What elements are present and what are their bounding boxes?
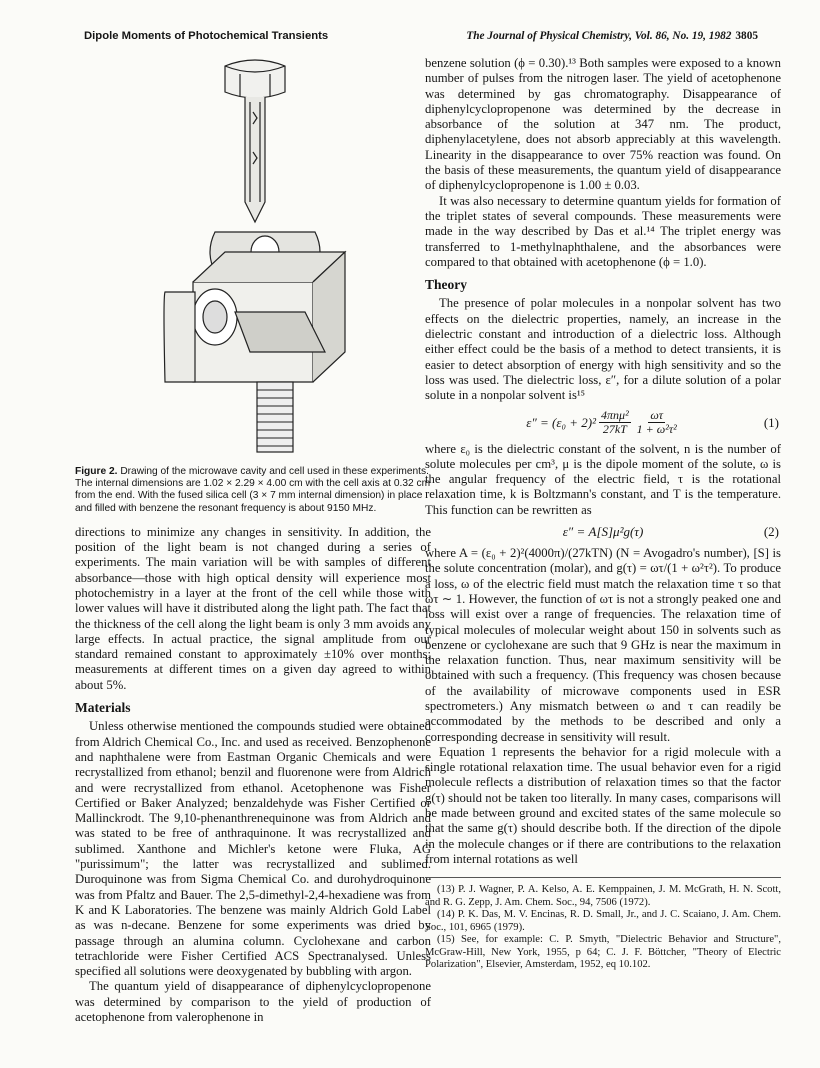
paragraph: benzene solution (ϕ = 0.30).¹³ Both samples were exposed to a known number of pulses from the nitrogen laser. The yield of acetophenone was determined by gas chromatography. Disappearance of diphenylcyclopropenone was determined by the decrease in absorbance of the solution at 347 nm. The product, diphenylacetylene, does not absorb appreciably at this wavelength. Linearity in the disappearance to over 75% reaction was found. On the basis of these measurements, the quantum yield of disappearance of diphenylcyclopropenone is 1.00 ± 0.03. — [425, 56, 781, 193]
equation-2: ε″ = A[S]μ²g(τ) (2) — [562, 524, 779, 540]
equation-1: ε″ = (ε₀ + 2)² $\frac{\text{4πnμ²}}{27kT}$ $\frac{\omega\tau}{\text{1 + ω²τ²}}$ (1) — [526, 408, 779, 437]
microwave-cavity-drawing — [75, 52, 431, 460]
equation-number: (1) — [763, 414, 779, 430]
reference: (13) P. J. Wagner, P. A. Kelso, A. E. Kemppainen, J. M. McGrath, H. N. Scott, and R. G. Zepp, J. Am. Chem. Soc., 94, 7506 (1972). — [425, 884, 781, 908]
running-head: Dipole Moments of Photochemical Transients — [84, 30, 329, 42]
figure-drawing — [75, 52, 431, 460]
section-heading-theory: Theory — [425, 277, 467, 293]
references — [425, 877, 781, 972]
right-column — [425, 56, 781, 972]
reference: (14) P. K. Das, M. V. Encinas, R. D. Small, Jr., and J. C. Scaiano, J. Am. Chem. Soc., 101, 6965 (1979). — [425, 909, 781, 933]
paragraph: The presence of polar molecules in a nonpolar solvent has two effects on the dielectric properties, namely, an increase in the dielectric constant and introduction of a dielectric loss. Although either effect could be the basis of a method to detect transients, it is easier to detect absorption of energy with high sensitivity and so the loss was used. The dielectric loss, ε″, for a dilute solution of a polar solute in a nonpolar solvent is¹⁵ — [425, 296, 781, 403]
reference: (15) See, for example: C. P. Smyth, "Dielectric Behavior and Structure", McGraw-Hill, New York, 1955, p 64; C. J. F. Böttcher, "Theory of Electric Polarization", Elsevier, Amsterdam, 1952, eq 10.102. — [425, 934, 781, 971]
figure-caption: Figure 2. Drawing of the microwave cavity and cell used in these experiments. The internal dimensions are 1.02 × 2.29 × 4.00 cm with the cell axis at 0.32 cm from the end. With the fused silica cell (3 × 7 mm internal dimension) in place and filled with benzene the resonant frequency is about 9150 MHz. — [75, 466, 431, 514]
journal-citation: The Journal of Physical Chemistry, Vol. 86, No. 19, 1982 3805 — [466, 30, 758, 42]
paragraph: Equation 1 represents the behavior for a rigid molecule with a single rotational relaxation time. The usual behavior even for a rigid molecule reflects a distribution of relaxation times so that the factor g(τ) should not be taken too literally. In many cases, comparisons will be made between ground and excited states of the same molecule so that the same g(τ) should describe both. If the direction of the dipole in the molecule changes or if there are contributions to the relaxation from internal rotations as well — [425, 744, 781, 866]
equation-number: (2) — [763, 524, 779, 540]
paragraph: where ε₀ is the dielectric constant of the solvent, n is the number of solute molecules per cm³, μ is the dipole moment of the solute, ω is the angular frequency of the electric field, τ is the rotational relaxation time, k is Boltzmann's constant, and T is the temperature. This function can be rewritten as — [425, 441, 781, 517]
page-number: 3805 — [735, 30, 758, 42]
left-column — [75, 52, 431, 1025]
paragraph: directions to minimize any changes in sensitivity. In addition, the position of the light beam is not changed during a series of experiments. The main variation will be with samples of different absorbance—those with high optical density will experience most photochemistry in a layer at the front of the cell while those with lower values will have it distributed along the light path. The fact that the thickness of the cell along the light beam is only 3 mm avoids any large effects. In actual practice, the signal amplitude from our standard remained constant to approximately ±10% over months; measurements at different times on a given day agreed to within about 5%. — [75, 524, 431, 692]
paragraph: where A = (ε₀ + 2)²(4000π)/(27kTN) (N = Avogadro's number), [S] is the solute concentration (molar), and g(τ) = ωτ/(1 + ω²τ²). To produce a loss, ω of the electric field must match the relaxation time τ so that ωτ ∼ 1. However, the function of ωτ is not a strongly peaked one and loss will exist over a range of frequencies. The relaxation time of typical molecules of molecular weight about 150 in solvents such as benzene or cyclohexane are such that 9 GHz is near the maximum in the relaxation function. Thus, near maximum sensitivity will be obtained with such a frequency. (This frequency was chosen because of the availability of microwave components used in ESR spectrometers.) Any mismatch between ω and τ can readily be accommodated by the methods to be described and only a corresponding decrease in sensitivity will result. — [425, 546, 781, 744]
paragraph: The quantum yield of disappearance of diphenylcyclopropenone was determined by comparison to the yield of production of acetophenone from valerophenone in — [75, 979, 431, 1025]
paragraph: It was also necessary to determine quantum yields for formation of the triplet states of several compounds. These measurements were made in the way described by Das et al.¹⁴ The triplet energy was transferred to 1-methylnaphthalene, and the absorbances were compared to that obtained with acetophenone (ϕ = 1.0). — [425, 193, 781, 269]
paragraph: Unless otherwise mentioned the compounds studied were obtained from Aldrich Chemical Co., Inc. and used as received. Benzophenone and naphthalene were from Eastman Organic Chemicals and were recrystallized from ethanol; benzil and fluorenone were from Aldrich and were recrystallized from ethanol. Acetophenone was Fisher Certified or Baker Analyzed; benzaldehyde was Fisher Certified or Mallinckrodt. The 9,10-phenanthrenequinone was from Aldrich and was stated to be free of anthraquinone. It was recrystallized and sublimed. Xanthone and Michler's ketone were Fluka, AG "purissimum"; the latter was recrystallized and sublimed. Duroquinone was from Sigma Chemical Co. and durohydroquinone was from Pfaltz and Bauer. The 2,5-dimethyl-2,4-hexadiene was from K and K Laboratories. The benzene was mainly Aldrich Gold Label as was n-decane. Benzene for some experiments was dried by passage through an alumina column. Cyclohexane and carbon tetrachloride were Fisher Certified ACS Spectranalysed. Unless specified all solutions were deoxygenated by bubbling with argon. — [75, 719, 431, 979]
section-heading-materials: Materials — [75, 700, 131, 716]
